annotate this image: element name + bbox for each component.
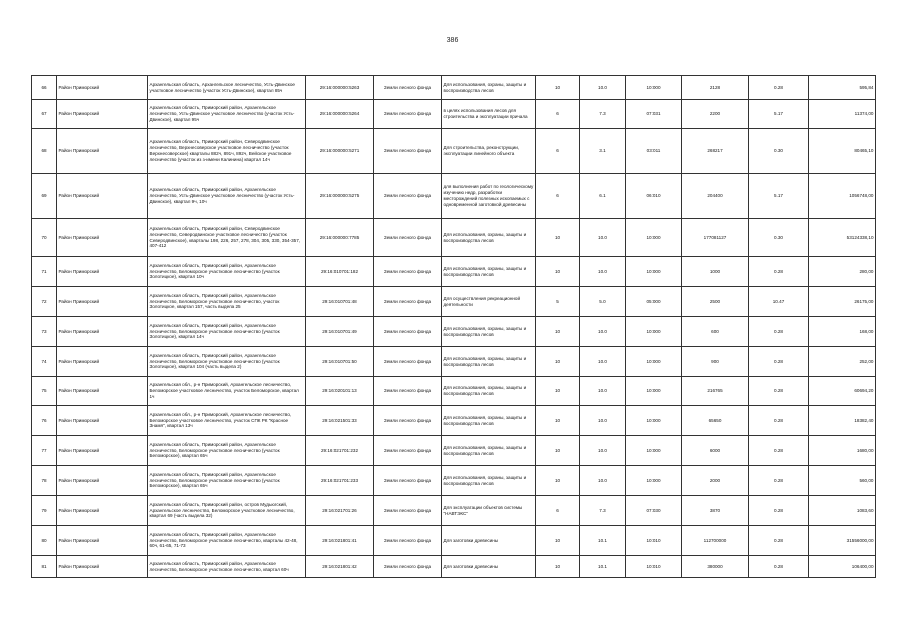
use-type-cell: 3.1 xyxy=(580,129,626,174)
district-cell: Район Приморский xyxy=(57,496,148,526)
area-cell: 3870 xyxy=(682,496,749,526)
table-row xyxy=(32,377,876,406)
district-cell: Район Приморский xyxy=(57,129,148,174)
row-number-cell: 78 xyxy=(32,466,57,496)
rate-cell: 10.47 xyxy=(749,287,809,317)
land-category-cell: Земли лесного фонда xyxy=(374,257,442,287)
use-type-cell: 10.1 xyxy=(580,526,626,556)
cadastral-number-cell: 29:16:021501:33 xyxy=(306,406,374,436)
location-cell: Архангельская область, Приморский район, Архангельское лесничество, Беломорское участковое лесничество, квартал 60ч xyxy=(148,556,306,578)
table-row xyxy=(32,100,876,129)
use-type-cell: 10.0 xyxy=(580,347,626,377)
row-number-cell: 66 xyxy=(32,76,57,100)
district-cell: Район Приморский xyxy=(57,76,148,100)
payment-cell: 106400,00 xyxy=(809,556,876,578)
table-row xyxy=(32,317,876,347)
use-code-cell: 10 xyxy=(536,377,580,406)
table-row xyxy=(32,526,876,556)
district-cell: Район Приморский xyxy=(57,466,148,496)
payment-cell: 26175,00 xyxy=(809,287,876,317)
page-number: 386 xyxy=(446,37,459,44)
row-number-cell: 75 xyxy=(32,377,57,406)
rate-cell: 0.28 xyxy=(749,556,809,578)
district-cell: Район Приморский xyxy=(57,436,148,466)
table-row xyxy=(32,556,876,578)
use-code-cell: 10 xyxy=(536,76,580,100)
row-number-cell: 70 xyxy=(32,219,57,257)
row-number-cell: 81 xyxy=(32,556,57,578)
area-cell: 177081127 xyxy=(682,219,749,257)
district-cell: Район Приморский xyxy=(57,406,148,436)
permitted-use-cell: Для использования, охраны, защиты и воспроизводства лесов xyxy=(442,317,536,347)
use-type-cell: 10.0 xyxy=(580,377,626,406)
land-plots-table xyxy=(31,75,876,578)
cadastral-number-cell: 29:16:000000:5263 xyxy=(306,76,374,100)
land-category-cell: Земли лесного фонда xyxy=(374,377,442,406)
classifier-code-cell: 03:011 xyxy=(626,129,682,174)
table-row xyxy=(32,406,876,436)
area-cell: 2128 xyxy=(682,76,749,100)
use-type-cell: 10.0 xyxy=(580,436,626,466)
payment-cell: 560,00 xyxy=(809,466,876,496)
permitted-use-cell: Для использования, охраны, защиты и воспроизводства лесов xyxy=(442,436,536,466)
payment-cell: 53124338,10 xyxy=(809,219,876,257)
cadastral-number-cell: 29:16:021701:233 xyxy=(306,466,374,496)
payment-cell: 168,00 xyxy=(809,317,876,347)
land-category-cell: Земли лесного фонда xyxy=(374,317,442,347)
district-cell: Район Приморский xyxy=(57,257,148,287)
permitted-use-cell: Для строительства, реконструкции, эксплуатации линейного объекта xyxy=(442,129,536,174)
area-cell: 216765 xyxy=(682,377,749,406)
rate-cell: 0.28 xyxy=(749,377,809,406)
use-code-cell: 10 xyxy=(536,406,580,436)
classifier-code-cell: 10:000 xyxy=(626,76,682,100)
district-cell: Район Приморский xyxy=(57,219,148,257)
rate-cell: 0.28 xyxy=(749,406,809,436)
cadastral-number-cell: 29:16:010701:49 xyxy=(306,317,374,347)
row-number-cell: 67 xyxy=(32,100,57,129)
location-cell: Архангельская область, Приморский район, Архангельское лесничество, Беломорское участковое лесничество (участок Беломорское), квартал 65ч xyxy=(148,436,306,466)
permitted-use-cell: Для использования, охраны, защиты и воспроизводства лесов xyxy=(442,257,536,287)
table-row xyxy=(32,347,876,377)
district-cell: Район Приморский xyxy=(57,100,148,129)
rate-cell: 5.17 xyxy=(749,174,809,219)
area-cell: 600 xyxy=(682,317,749,347)
cadastral-number-cell: 29:16:021801:42 xyxy=(306,556,374,578)
use-type-cell: 10.1 xyxy=(580,556,626,578)
classifier-code-cell: 10:000 xyxy=(626,317,682,347)
cadastral-number-cell: 29:16:000000:7785 xyxy=(306,219,374,257)
table-row xyxy=(32,76,876,100)
use-type-cell: 6.1 xyxy=(580,174,626,219)
use-type-cell: 10.0 xyxy=(580,317,626,347)
area-cell: 204400 xyxy=(682,174,749,219)
table-row xyxy=(32,257,876,287)
classifier-code-cell: 10:000 xyxy=(626,436,682,466)
use-code-cell: 10 xyxy=(536,526,580,556)
use-code-cell: 6 xyxy=(536,174,580,219)
location-cell: Архангельская область, Приморский район, Архангельское лесничество, Беломорское участковое лесничество (участок Золотицкое), квартал 104 (часть выдела 2) xyxy=(148,347,306,377)
use-code-cell: 6 xyxy=(536,496,580,526)
payment-cell: 31556000,00 xyxy=(809,526,876,556)
district-cell: Район Приморский xyxy=(57,287,148,317)
payment-cell: 18382,40 xyxy=(809,406,876,436)
use-type-cell: 10.0 xyxy=(580,406,626,436)
use-code-cell: 5 xyxy=(536,287,580,317)
rate-cell: 0.30 xyxy=(749,219,809,257)
area-cell: 2000 xyxy=(682,466,749,496)
permitted-use-cell: Для заготовки древесины xyxy=(442,556,536,578)
rate-cell: 0.30 xyxy=(749,129,809,174)
row-number-cell: 71 xyxy=(32,257,57,287)
land-category-cell: Земли лесного фонда xyxy=(374,100,442,129)
row-number-cell: 73 xyxy=(32,317,57,347)
classifier-code-cell: 07:030 xyxy=(626,496,682,526)
location-cell: Архангельская область, Приморский район, Северодвинское лесничество, Северодвинское участковое лесничество (участок Северодвинское), кварталы 198, 226, 257, 278, 304, 305, 330, 354-357, 407-412 xyxy=(148,219,306,257)
permitted-use-cell: Для использования, охраны, защиты и воспроизводства лесов xyxy=(442,347,536,377)
payment-cell: 1083,60 xyxy=(809,496,876,526)
classifier-code-cell: 10:000 xyxy=(626,377,682,406)
rate-cell: 0.28 xyxy=(749,526,809,556)
rate-cell: 5.17 xyxy=(749,100,809,129)
classifier-code-cell: 10:000 xyxy=(626,406,682,436)
land-category-cell: Земли лесного фонда xyxy=(374,174,442,219)
area-cell: 1000 xyxy=(682,257,749,287)
payment-cell: 80465,10 xyxy=(809,129,876,174)
table-row xyxy=(32,466,876,496)
location-cell: Архангельская область, Приморский район, Архангельское лесничество, Беломорское участковое лесничество (участок Золотицкое), квартал 14ч xyxy=(148,317,306,347)
location-cell: Архангельская обл., р-н Приморский, Архангельское лесничество, Беломорское участковое лесничество, участок СПК РК "Красное Знамя", квартал 13ч xyxy=(148,406,306,436)
location-cell: Архангельская область, Приморский район, Архангельское лесничество, Усть-Двинское участковое лесничество (участок Усть-Двинское), квартал 95ч xyxy=(148,100,306,129)
land-category-cell: Земли лесного фонда xyxy=(374,436,442,466)
table-row xyxy=(32,496,876,526)
land-category-cell: Земли лесного фонда xyxy=(374,526,442,556)
classifier-code-cell: 10:000 xyxy=(626,466,682,496)
cadastral-number-cell: 29:16:020101:13 xyxy=(306,377,374,406)
district-cell: Район Приморский xyxy=(57,556,148,578)
rate-cell: 0.28 xyxy=(749,496,809,526)
land-category-cell: Земли лесного фонда xyxy=(374,406,442,436)
payment-cell: 280,00 xyxy=(809,257,876,287)
classifier-code-cell: 05:000 xyxy=(626,287,682,317)
rate-cell: 0.28 xyxy=(749,317,809,347)
land-category-cell: Земли лесного фонда xyxy=(374,347,442,377)
use-code-cell: 10 xyxy=(536,257,580,287)
cadastral-number-cell: 29:16:021701:26 xyxy=(306,496,374,526)
row-number-cell: 79 xyxy=(32,496,57,526)
row-number-cell: 74 xyxy=(32,347,57,377)
classifier-code-cell: 07:031 xyxy=(626,100,682,129)
row-number-cell: 76 xyxy=(32,406,57,436)
use-type-cell: 10.0 xyxy=(580,219,626,257)
use-code-cell: 10 xyxy=(536,347,580,377)
cadastral-number-cell: 29:16:021801:41 xyxy=(306,526,374,556)
location-cell: Архангельская область, Архангельское лесничество, Усть-Двинское участковое лесничество (участок Усть-Двинское), квартал 85ч xyxy=(148,76,306,100)
rate-cell: 0.28 xyxy=(749,257,809,287)
use-code-cell: 10 xyxy=(536,466,580,496)
payment-cell: 1056748,00 xyxy=(809,174,876,219)
permitted-use-cell: Для осуществления рекреационной деятельности xyxy=(442,287,536,317)
location-cell: Архангельская область, Приморский район, Архангельское лесничество, Беломорское участковое лесничество, участок Золотицкое, квартал 157, часть выдела 25 xyxy=(148,287,306,317)
permitted-use-cell: Для использования, охраны, защиты и воспроизводства лесов xyxy=(442,406,536,436)
location-cell: Архангельская область, Приморский район, Архангельское лесничество, Беломорское участковое лесничество, кварталы 42-48, 60ч, 61-65, 71-73 xyxy=(148,526,306,556)
table-row xyxy=(32,219,876,257)
rate-cell: 0.28 xyxy=(749,436,809,466)
use-type-cell: 7.3 xyxy=(580,496,626,526)
land-category-cell: Земли лесного фонда xyxy=(374,219,442,257)
use-type-cell: 10.0 xyxy=(580,466,626,496)
location-cell: Архангельская область, Приморский район, Архангельское лесничество, Беломорское участковое лесничество (участок Беломорское), квартал 65ч xyxy=(148,466,306,496)
rate-cell: 0.28 xyxy=(749,466,809,496)
permitted-use-cell: Для использования, охраны, защиты и воспроизводства лесов xyxy=(442,377,536,406)
use-code-cell: 10 xyxy=(536,436,580,466)
area-cell: 112700000 xyxy=(682,526,749,556)
cadastral-number-cell: 29:16:010701:50 xyxy=(306,347,374,377)
land-category-cell: Земли лесного фонда xyxy=(374,129,442,174)
row-number-cell: 69 xyxy=(32,174,57,219)
payment-cell: 11374,00 xyxy=(809,100,876,129)
rate-cell: 0.28 xyxy=(749,347,809,377)
use-type-cell: 5.0 xyxy=(580,287,626,317)
location-cell: Архангельская область, Приморский район, остров Мудьюгский, Архангельское лесничество, Беломорское участковое лесничество, квартал 69 (часть выдела 32) xyxy=(148,496,306,526)
land-category-cell: Земли лесного фонда xyxy=(374,496,442,526)
table-row xyxy=(32,129,876,174)
area-cell: 65650 xyxy=(682,406,749,436)
use-code-cell: 6 xyxy=(536,129,580,174)
area-cell: 268217 xyxy=(682,129,749,174)
land-category-cell: Земли лесного фонда xyxy=(374,466,442,496)
payment-cell: 595,84 xyxy=(809,76,876,100)
classifier-code-cell: 06:010 xyxy=(626,174,682,219)
area-cell: 2500 xyxy=(682,287,749,317)
payment-cell: 60694,20 xyxy=(809,377,876,406)
location-cell: Архангельская область, Приморский район, Северодвинское лесничество, Верхнесоверское участковое лесничество (участок Верхнесоверское) кварталы 882ч, 891ч, 892ч, Вейское участковое лесничество (участок из з-имени Калинина) квартал 14ч xyxy=(148,129,306,174)
land-category-cell: Земли лесного фонда xyxy=(374,556,442,578)
payment-cell: 252,00 xyxy=(809,347,876,377)
area-cell: 6000 xyxy=(682,436,749,466)
area-cell: 900 xyxy=(682,347,749,377)
rate-cell: 0.28 xyxy=(749,76,809,100)
district-cell: Район Приморский xyxy=(57,377,148,406)
table-row xyxy=(32,174,876,219)
table-row xyxy=(32,287,876,317)
location-cell: Архангельская область, Приморский район, Архангельское лесничество, Беломорское участковое лесничество (участок Золотицкое), квартал 10ч xyxy=(148,257,306,287)
cadastral-number-cell: 29:16:010701:182 xyxy=(306,257,374,287)
permitted-use-cell: Для эксплуатации объектов системы "НАВТЭКС" xyxy=(442,496,536,526)
classifier-code-cell: 10:000 xyxy=(626,219,682,257)
use-type-cell: 10.0 xyxy=(580,257,626,287)
location-cell: Архангельская обл., р-н Приморский, Архангельское лесничество, Беломорское участковое лесничество, участок Беломорское, квартал 1ч xyxy=(148,377,306,406)
classifier-code-cell: 10:010 xyxy=(626,556,682,578)
cadastral-number-cell: 29:16:000000:5271 xyxy=(306,129,374,174)
permitted-use-cell: Для использования, охраны, защиты и воспроизводства лесов xyxy=(442,466,536,496)
use-type-cell: 7.3 xyxy=(580,100,626,129)
land-category-cell: Земли лесного фонда xyxy=(374,287,442,317)
permitted-use-cell: для выполнения работ по геологическому изучению недр, разработки месторождений полезных ископаемых с одновременной заготовкой древесины xyxy=(442,174,536,219)
permitted-use-cell: Для заготовки древесины xyxy=(442,526,536,556)
use-code-cell: 10 xyxy=(536,556,580,578)
use-code-cell: 10 xyxy=(536,317,580,347)
use-code-cell: 6 xyxy=(536,100,580,129)
land-category-cell: Земли лесного фонда xyxy=(374,76,442,100)
district-cell: Район Приморский xyxy=(57,347,148,377)
district-cell: Район Приморский xyxy=(57,526,148,556)
use-type-cell: 10.0 xyxy=(580,76,626,100)
classifier-code-cell: 10:000 xyxy=(626,347,682,377)
district-cell: Район Приморский xyxy=(57,174,148,219)
row-number-cell: 72 xyxy=(32,287,57,317)
permitted-use-cell: Для использования, охраны, защиты и воспроизводства лесов xyxy=(442,219,536,257)
payment-cell: 1680,00 xyxy=(809,436,876,466)
use-code-cell: 10 xyxy=(536,219,580,257)
district-cell: Район Приморский xyxy=(57,317,148,347)
classifier-code-cell: 10:010 xyxy=(626,526,682,556)
table-row xyxy=(32,436,876,466)
cadastral-number-cell: 29:16:000000:5264 xyxy=(306,100,374,129)
row-number-cell: 77 xyxy=(32,436,57,466)
permitted-use-cell: Для использования, охраны, защиты и воспроизводства лесов xyxy=(442,76,536,100)
location-cell: Архангельская область, Приморский район, Архангельское лесничество, Усть-Двинское участковое лесничество (участок Усть-Двинское), квартал 9ч, 10ч xyxy=(148,174,306,219)
row-number-cell: 80 xyxy=(32,526,57,556)
cadastral-number-cell: 29:16:021701:232 xyxy=(306,436,374,466)
row-number-cell: 68 xyxy=(32,129,57,174)
cadastral-number-cell: 29:16:000000:5275 xyxy=(306,174,374,219)
classifier-code-cell: 10:000 xyxy=(626,257,682,287)
area-cell: 2200 xyxy=(682,100,749,129)
permitted-use-cell: в целях использования лесов для строительства и эксплуатации причала xyxy=(442,100,536,129)
cadastral-number-cell: 29:16:010701:48 xyxy=(306,287,374,317)
area-cell: 380000 xyxy=(682,556,749,578)
